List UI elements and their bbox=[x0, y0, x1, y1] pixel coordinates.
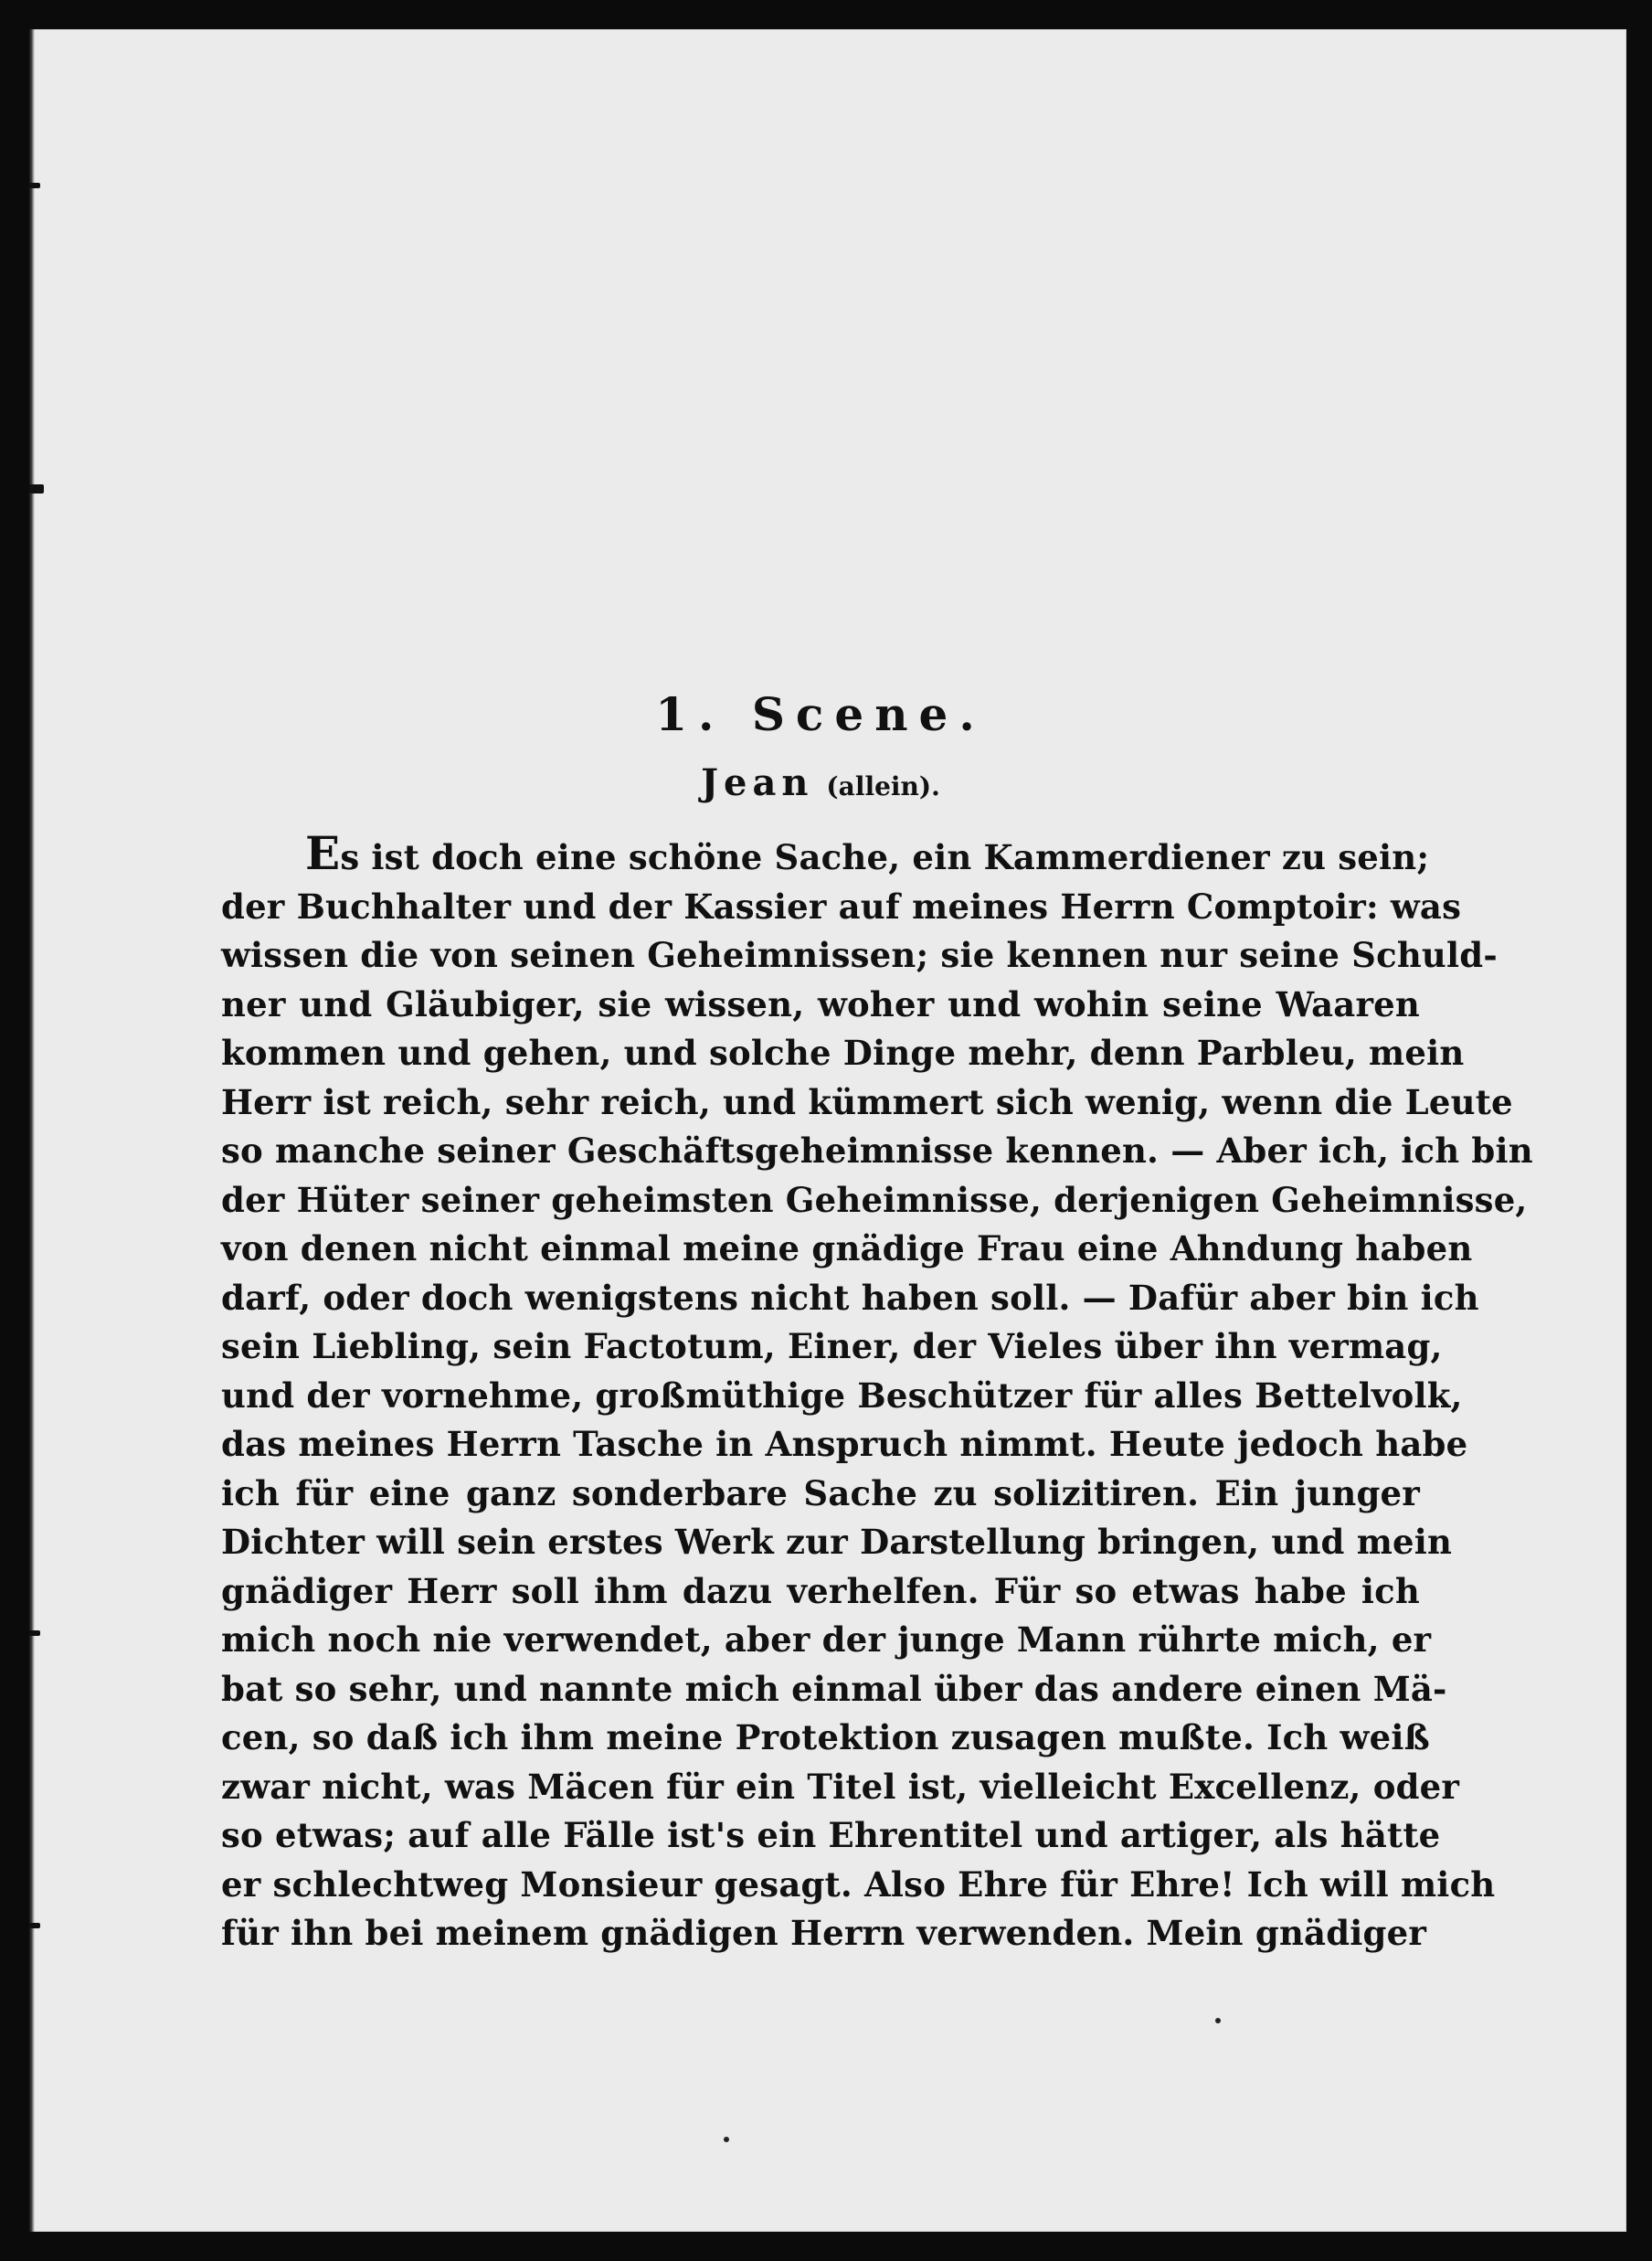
text-line: der Buchhalter und der Kassier auf meines Herrn Comptoir: was bbox=[221, 886, 1462, 927]
text-line: Herr ist reich, sehr reich, und kümmert sich wenig, wenn die Leute bbox=[221, 1081, 1513, 1122]
text-line: das meines Herrn Tasche in Anspruch nimmt. Heute jedoch habe bbox=[221, 1424, 1468, 1464]
binding-mark bbox=[29, 183, 40, 188]
text-line-content: s ist doch eine schöne Sache, ein Kammerdiener zu sein; bbox=[340, 837, 1430, 877]
text-line: darf, oder doch wenigstens nicht haben soll. — Dafür aber bin ich bbox=[221, 1277, 1479, 1318]
drop-cap: E bbox=[305, 826, 341, 880]
text-line bbox=[221, 826, 1430, 883]
stage-direction: (allein). bbox=[826, 771, 940, 801]
text-line: Dichter will sein erstes Werk zur Darstellung bringen, und mein bbox=[221, 1522, 1453, 1562]
text-line: ich für eine ganz sonderbare Sache zu solizitiren. Ein junger bbox=[221, 1472, 1420, 1513]
text-line: bat so sehr, und nannte mich einmal über das andere einen Mä- bbox=[221, 1668, 1447, 1709]
ink-speck bbox=[724, 2137, 729, 2142]
binding-mark bbox=[29, 1923, 40, 1928]
text-line: cen, so daß ich ihm meine Protektion zusagen mußte. Ich weiß bbox=[221, 1717, 1430, 1757]
text-line: und der vornehme, großmüthige Beschützer für alles Bettelvolk, bbox=[221, 1375, 1463, 1416]
text-line: kommen und gehen, und solche Dinge mehr, denn Parbleu, mein bbox=[221, 1033, 1465, 1073]
text-line: sein Liebling, sein Factotum, Einer, der Vieles über ihn vermag, bbox=[221, 1326, 1443, 1366]
text-line: wissen die von seinen Geheimnissen; sie kennen nur seine Schuld- bbox=[221, 935, 1498, 975]
text-line: so manche seiner Geschäftsgeheimnisse kennen. — Aber ich, ich bin bbox=[221, 1130, 1533, 1171]
text-line: mich noch nie verwendet, aber der junge Mann rührte mich, er bbox=[221, 1619, 1432, 1660]
binding-edge bbox=[29, 29, 35, 2232]
speaker-name: Jean bbox=[701, 761, 814, 804]
text-block bbox=[221, 687, 1533, 1958]
text-line: zwar nicht, was Mäcen für ein Titel ist, vielleicht Excellenz, oder bbox=[221, 1766, 1460, 1807]
text-line: von denen nicht einmal meine gnädige Frau eine Ahndung haben bbox=[221, 1228, 1473, 1268]
speaker-line bbox=[221, 760, 1420, 810]
text-line: für ihn bei meinem gnädigen Herrn verwenden. Mein gnädiger bbox=[221, 1913, 1427, 1953]
book-page bbox=[29, 29, 1626, 2232]
binding-mark bbox=[29, 1630, 40, 1636]
text-line: gnädiger Herr soll ihm dazu verhelfen. Für so etwas habe ich bbox=[221, 1570, 1420, 1611]
text-line: so etwas; auf alle Fälle ist's ein Ehrentitel und artiger, als hätte bbox=[221, 1815, 1441, 1855]
scene-heading: 1. Scene. bbox=[655, 687, 986, 741]
binding-mark bbox=[29, 484, 44, 494]
text-line: ner und Gläubiger, sie wissen, woher und wohin seine Waaren bbox=[221, 983, 1420, 1024]
text-line: der Hüter seiner geheimsten Geheimnisse, derjenigen Geheimnisse, bbox=[221, 1179, 1528, 1220]
text-line: er schlechtweg Monsieur gesagt. Also Ehre für Ehre! Ich will mich bbox=[221, 1863, 1496, 1905]
ink-speck bbox=[1215, 2018, 1221, 2023]
